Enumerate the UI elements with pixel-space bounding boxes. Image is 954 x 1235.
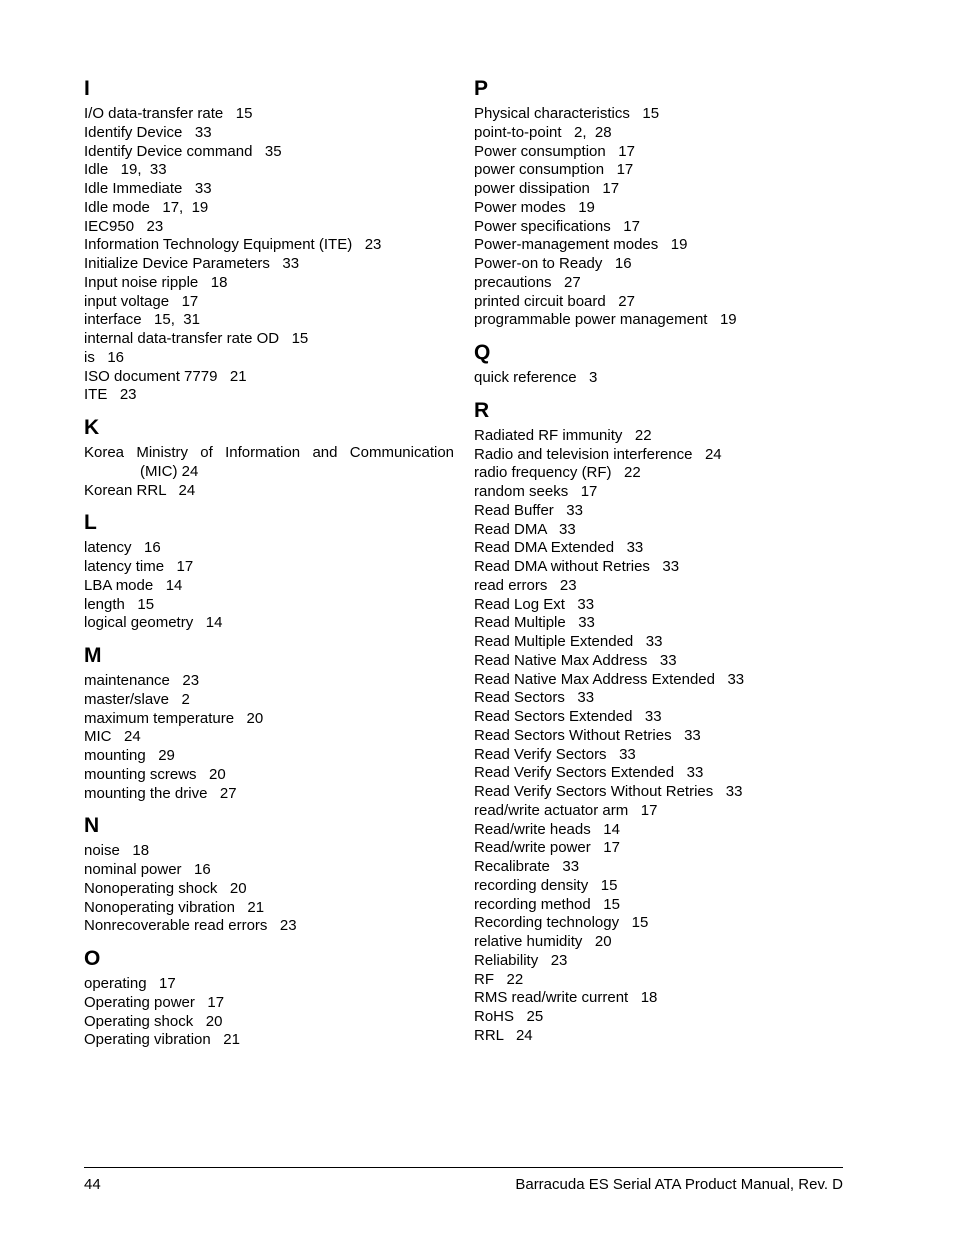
index-section-n: [84, 813, 454, 936]
index-entry: printed circuit board 27: [474, 292, 635, 310]
index-entry: Power-on to Ready 16: [474, 255, 632, 272]
section-letter: I: [84, 77, 90, 100]
index-entry: mounting 29: [84, 747, 175, 764]
index-entry: Reliability 23: [474, 951, 568, 969]
index-entry: internal data-transfer rate OD 15: [84, 330, 309, 347]
section-letter: O: [84, 947, 101, 970]
index-entry: point-to-point 2, 28: [474, 123, 612, 141]
index-entry: interface 15, 31: [84, 311, 200, 329]
section-letter: M: [84, 644, 102, 667]
index-entry: is 16: [84, 348, 125, 366]
index-entry: Recording technology 15: [474, 914, 649, 932]
index-entry: Read Multiple Extended 33: [474, 633, 663, 650]
index-entry: maximum temperature 20: [84, 709, 264, 727]
index-entry: read errors 23: [474, 576, 577, 594]
index-entry: Radio and television interference 24: [474, 445, 722, 463]
index-entry: nominal power 16: [84, 861, 211, 878]
index-entry: recording method 15: [474, 895, 620, 913]
index-entry: operating 17: [84, 975, 176, 992]
index-entry: mounting the drive 27: [84, 784, 237, 802]
index-entry: Read Buffer 33: [474, 501, 583, 519]
index-section-i: [84, 76, 454, 405]
index-entry: master/slave 2: [84, 690, 190, 708]
index-entry: Read DMA without Retries 33: [474, 558, 680, 575]
index-entry: power consumption 17: [474, 161, 634, 179]
index-entry: logical geometry 14: [84, 614, 223, 632]
index-entry: Korea Ministry of Information and Communication (MIC) 24: [84, 444, 454, 480]
index-entry: Read Sectors Extended 33: [474, 708, 662, 725]
index-section-q: [474, 340, 844, 388]
index-entry: Read/write power 17: [474, 839, 620, 857]
index-entry: RRL 24: [474, 1026, 533, 1044]
index-entry: Nonoperating vibration 21: [84, 898, 265, 916]
index-entry: random seeks 17: [474, 483, 598, 500]
index-entry: Idle 19, 33: [84, 161, 167, 179]
index-section-o: [84, 946, 454, 1050]
index-entry: Initialize Device Parameters 33: [84, 255, 300, 272]
index-entry: Read Sectors Without Retries 33: [474, 726, 701, 744]
index-entry: MIC 24: [84, 728, 141, 746]
index-entry: read/write actuator arm 17: [474, 801, 658, 819]
index-entry: Idle Immediate 33: [84, 180, 212, 197]
index-entry: I/O data-transfer rate 15: [84, 105, 253, 122]
index-entry: RF 22: [474, 970, 524, 988]
index-section-l: [84, 510, 454, 633]
index-entry: Power-management modes 19: [474, 236, 688, 254]
index-entry: latency time 17: [84, 558, 194, 575]
index-entry: ITE 23: [84, 386, 137, 404]
index-section-m: [84, 643, 454, 803]
index-entry: programmable power management 19: [474, 311, 737, 329]
index-entry: precautions 27: [474, 273, 581, 291]
index-entry: relative humidity 20: [474, 933, 612, 950]
section-letter: L: [84, 511, 97, 535]
index-entry: radio frequency (RF) 22: [474, 464, 641, 482]
index-entry: Read/write heads 14: [474, 820, 620, 838]
index-section-k: [84, 415, 454, 500]
index-entry: Read Verify Sectors Without Retries 33: [474, 783, 743, 800]
index-entry: Read Verify Sectors 33: [474, 745, 636, 763]
index-entry: Read Native Max Address Extended 33: [474, 670, 745, 688]
index-entry: latency 16: [84, 539, 161, 557]
index-entry: Operating vibration 21: [84, 1031, 240, 1049]
section-letter: K: [84, 416, 100, 439]
index-section-r: [474, 398, 844, 1046]
index-entry: Read Native Max Address 33: [474, 651, 677, 669]
index-entry: Korean RRL 24: [84, 481, 196, 499]
index-entry: noise 18: [84, 842, 150, 860]
index-entry: Power specifications 17: [474, 217, 640, 235]
index-entry: Power modes 19: [474, 198, 595, 216]
index-entry: length 15: [84, 595, 155, 613]
index-entry: ISO document 7779 21: [84, 367, 247, 385]
index-entry: mounting screws 20: [84, 765, 226, 783]
index-section-p: [474, 76, 844, 330]
document-title: Barracuda ES Serial ATA Product Manual, Rev. D: [515, 1176, 843, 1193]
index-entry: Identify Device command 35: [84, 142, 282, 160]
index-entry: Physical characteristics 15: [474, 105, 660, 122]
footer-rule: [84, 1167, 843, 1168]
index-entry: LBA mode 14: [84, 576, 183, 594]
index-entry: Idle mode 17, 19: [84, 198, 209, 216]
index-entry: Operating shock 20: [84, 1012, 223, 1030]
index-entry: quick reference 3: [474, 369, 598, 386]
index-entry: recording density 15: [474, 876, 618, 894]
index-entry: RoHS 25: [474, 1008, 544, 1025]
index-entry: Read Log Ext 33: [474, 595, 595, 613]
page-number: 44: [84, 1176, 101, 1193]
index-entry: Information Technology Equipment (ITE) 23: [84, 236, 382, 254]
index-column-left: [84, 76, 454, 1060]
index-entry: input voltage 17: [84, 292, 199, 310]
index-entry: Read Verify Sectors Extended 33: [474, 764, 704, 782]
index-entry: power dissipation 17: [474, 180, 620, 197]
index-entry: Power consumption 17: [474, 142, 635, 160]
index-entry: RMS read/write current 18: [474, 989, 658, 1007]
section-letter: Q: [474, 341, 491, 364]
section-letter: P: [474, 77, 489, 100]
index-entry: Read DMA 33: [474, 520, 576, 538]
index-entry: Radiated RF immunity 22: [474, 426, 652, 444]
index-entry: Read Sectors 33: [474, 689, 595, 707]
index-entry: Nonoperating shock 20: [84, 879, 247, 897]
index-entry: maintenance 23: [84, 672, 200, 689]
section-letter: N: [84, 814, 100, 838]
index-entry: Read DMA Extended 33: [474, 539, 644, 557]
index-entry: Input noise ripple 18: [84, 273, 228, 291]
index-entry: Operating power 17: [84, 993, 225, 1011]
index-column-right: [474, 76, 844, 1056]
index-entry: Read Multiple 33: [474, 614, 595, 632]
index-entry: Recalibrate 33: [474, 858, 580, 875]
index-entry: Identify Device 33: [84, 123, 212, 141]
index-entry: IEC950 23: [84, 217, 164, 235]
section-letter: R: [474, 398, 490, 422]
index-entry: Nonrecoverable read errors 23: [84, 917, 297, 935]
